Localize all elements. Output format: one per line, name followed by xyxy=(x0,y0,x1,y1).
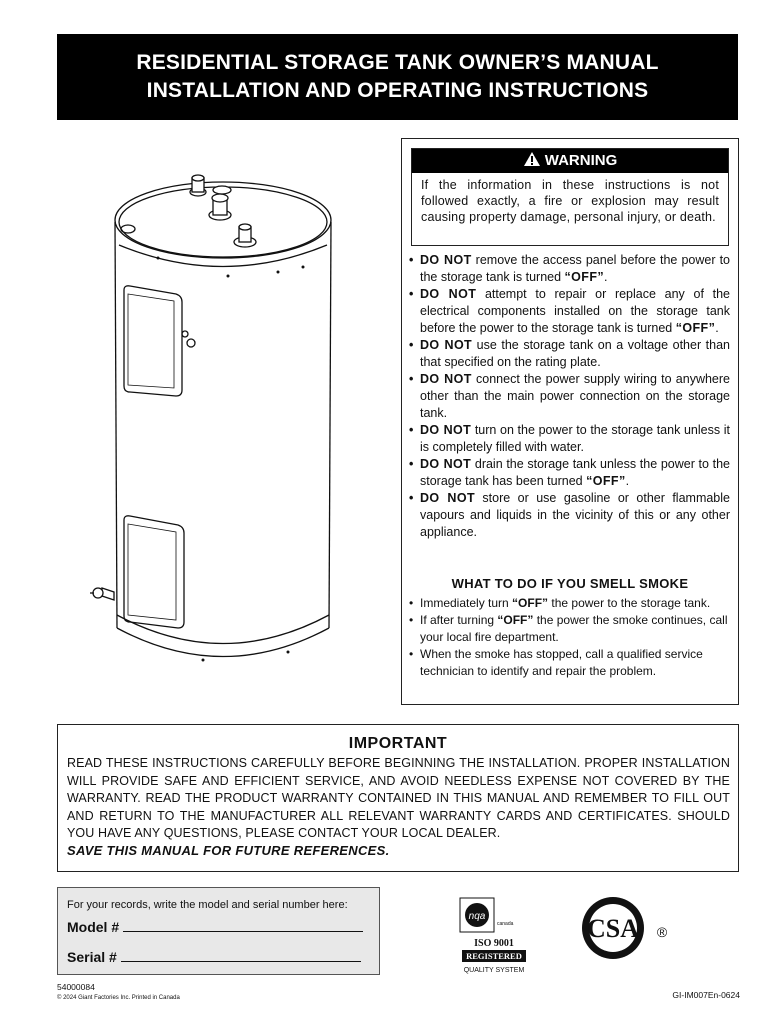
csa-letters: CSA xyxy=(586,914,640,943)
title-line-2: INSTALLATION AND OPERATING INSTRUCTIONS xyxy=(146,79,649,102)
csa-logo xyxy=(580,893,670,963)
list-item: • DO NOT drain the storage tank unless the power to the storage tank has been turned “OFF”. xyxy=(408,456,730,490)
list-item: • DO NOT store or use gasoline or other flammable vapours and liquids in the vicinity of this or any other appliance. xyxy=(408,490,730,541)
serial-line[interactable] xyxy=(121,950,361,962)
list-item: • Immediately turn “OFF” the power to the storage tank. xyxy=(408,595,730,612)
nqa-country: canada xyxy=(497,921,514,927)
part-number: 54000084 xyxy=(57,982,95,992)
warning-header xyxy=(412,149,728,173)
csa-registered-mark: ® xyxy=(656,924,668,940)
model-line[interactable] xyxy=(123,920,363,932)
serial-label: Serial # xyxy=(67,949,117,965)
important-box xyxy=(57,724,739,872)
title-banner xyxy=(57,34,738,120)
nqa-brand: nqa xyxy=(468,911,486,922)
warning-box xyxy=(401,138,739,705)
nqa-iso: ISO 9001 xyxy=(474,938,514,949)
nqa-registered: REGISTERED xyxy=(466,951,522,961)
list-item: • If after turning “OFF” the power the smoke continues, call your local fire department. xyxy=(408,612,730,646)
list-item: • When the smoke has stopped, call a qualified service technician to identify and repair the problem. xyxy=(408,646,730,680)
list-item: • DO NOT attempt to repair or replace any of the electrical components installed on the storage tank before the power to the storage tank is turned “OFF”. xyxy=(408,286,730,337)
title-line-1: RESIDENTIAL STORAGE TANK OWNER’S MANUAL xyxy=(136,51,659,74)
warning-panel xyxy=(411,148,729,246)
list-item: • DO NOT use the storage tank on a voltage other than that specified on the rating plate. xyxy=(408,337,730,371)
serial-field[interactable] xyxy=(67,949,361,965)
list-item: • DO NOT remove the access panel before the power to the storage tank is turned “OFF”. xyxy=(408,252,730,286)
important-heading: IMPORTANT xyxy=(348,735,448,752)
warning-heading: WARNING xyxy=(544,152,618,169)
nqa-iso-logo xyxy=(458,897,532,975)
list-item: • DO NOT connect the power supply wiring to anywhere other than the main power connection on the storage tank. xyxy=(408,371,730,422)
water-heater-illustration xyxy=(88,160,348,680)
copyright: © 2024 Giant Factories Inc. Printed in Canada xyxy=(57,995,180,1001)
records-box xyxy=(57,887,380,975)
records-note: For your records, write the model and serial number here: xyxy=(67,899,348,911)
smoke-heading: WHAT TO DO IF YOU SMELL SMOKE xyxy=(451,576,689,591)
save-manual-note: SAVE THIS MANUAL FOR FUTURE REFERENCES. xyxy=(67,842,390,858)
warning-text: If the information in these instructions is not followed exactly, a fire or explosion may result causing property damage, personal injury, or death. xyxy=(421,178,719,224)
model-label: Model # xyxy=(67,919,120,935)
warning-triangle-icon xyxy=(523,151,541,167)
important-body: READ THESE INSTRUCTIONS CAREFULLY BEFORE BEGINNING THE INSTALLATION. PROPER INSTALLATION WILL PROVIDE SAFE AND EFFICIENT SERVICE, AND AVOID NEEDLESS EXPENSE NOT COVERED BY THE WARRANTY. READ THE PRODUCT WARRANTY CONTAINED IN THIS MANUAL AND REMEMBER TO FILL OUT AND RETURN TO THE MANUFACTURER ALL RELEVANT WARRANTY CARDS AND CERTIFICATES. SHOULD YOU HAVE ANY QUESTIONS, PLEASE CONTACT YOUR LOCAL DEALER. xyxy=(67,756,730,840)
footer-left xyxy=(57,982,180,1004)
nqa-system: QUALITY SYSTEM xyxy=(463,967,525,974)
smoke-list xyxy=(408,595,730,680)
do-not-list xyxy=(408,252,730,541)
list-item: • DO NOT turn on the power to the storage tank unless it is completely filled with water. xyxy=(408,422,730,456)
document-code: GI-IM007En-0624 xyxy=(672,990,740,1000)
model-field[interactable] xyxy=(67,919,363,935)
